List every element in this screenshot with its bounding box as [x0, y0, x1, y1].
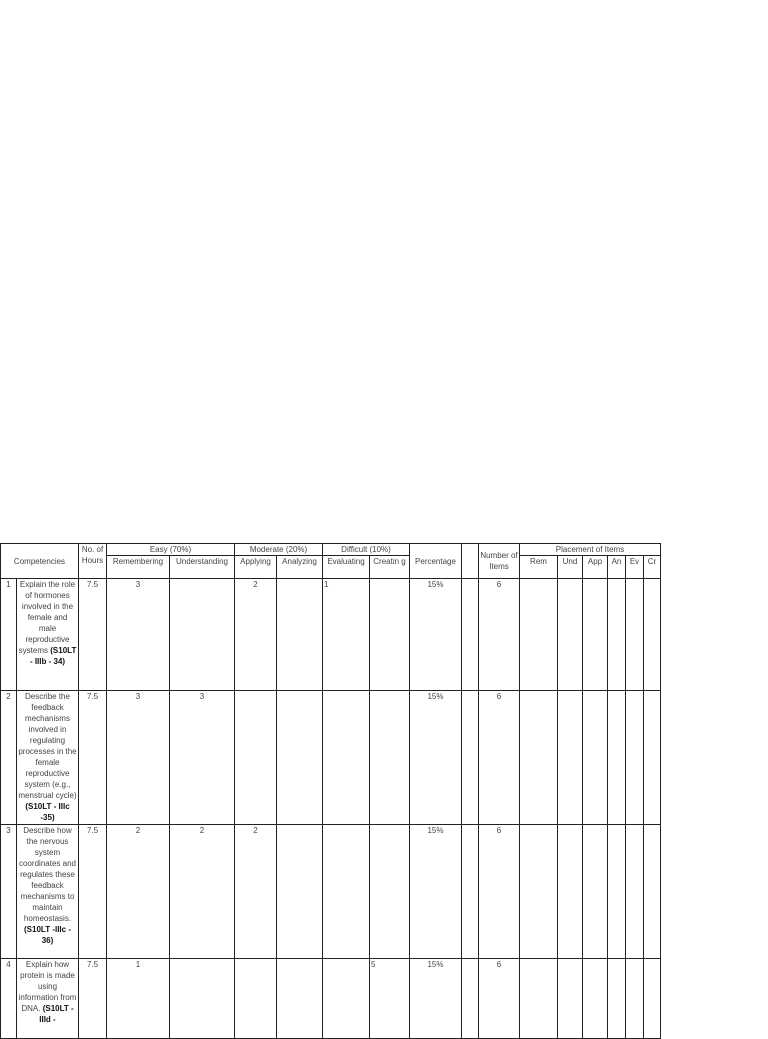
analyzing-cell [277, 691, 323, 825]
an-cell [608, 959, 626, 1039]
header-easy: Easy (70%) [107, 544, 235, 556]
blank-cell [462, 579, 479, 691]
understanding-cell [170, 959, 235, 1039]
header-placement: Placement of Items [520, 544, 661, 556]
ev-cell [626, 825, 644, 959]
rem-cell [520, 691, 558, 825]
remembering-cell: 3 [107, 691, 170, 825]
items-cell: 6 [479, 691, 520, 825]
header-ev: Ev [626, 556, 644, 579]
ev-cell [626, 579, 644, 691]
hours-cell: 7.5 [79, 825, 107, 959]
percentage-cell: 15% [410, 691, 462, 825]
competency-code: (S10LT - IIIc -35) [25, 802, 70, 822]
row-number: 3 [1, 825, 17, 959]
header-creating: Creatin g [370, 556, 410, 579]
cr-cell [644, 691, 661, 825]
rem-cell [520, 825, 558, 959]
competency-text: Explain how protein is made using information from DNA. [18, 960, 77, 1013]
header-und: Und [558, 556, 583, 579]
percentage-cell: 15% [410, 579, 462, 691]
header-competencies: Competencies [1, 544, 79, 579]
header-remembering: Remembering [107, 556, 170, 579]
an-cell [608, 691, 626, 825]
items-cell: 6 [479, 959, 520, 1039]
evaluating-cell [323, 959, 370, 1039]
applying-cell [235, 959, 277, 1039]
app-cell [583, 579, 608, 691]
rem-cell [520, 959, 558, 1039]
table-row [1, 825, 661, 959]
evaluating-cell [323, 825, 370, 959]
items-cell: 6 [479, 825, 520, 959]
ev-cell [626, 959, 644, 1039]
header-an: An [608, 556, 626, 579]
analyzing-cell [277, 825, 323, 959]
header-analyzing: Analyzing [277, 556, 323, 579]
blank-cell [462, 825, 479, 959]
ev-cell [626, 691, 644, 825]
cr-cell [644, 825, 661, 959]
cr-cell [644, 579, 661, 691]
table-of-specifications [0, 543, 661, 1039]
app-cell [583, 959, 608, 1039]
analyzing-cell [277, 579, 323, 691]
analyzing-cell [277, 959, 323, 1039]
percentage-cell: 15% [410, 959, 462, 1039]
table-row [1, 691, 661, 825]
header-applying: Applying [235, 556, 277, 579]
competency-text: Describe the feedback mechanisms involved in regulating processes in the female reproductive system (e.g., menstrual cycle) [18, 692, 77, 800]
header-percentage: Percentage [410, 544, 462, 579]
evaluating-cell: 1 [323, 579, 370, 691]
row-number: 2 [1, 691, 17, 825]
header-moderate: Moderate (20%) [235, 544, 323, 556]
items-cell: 6 [479, 579, 520, 691]
creating-cell [370, 825, 410, 959]
hours-cell: 7.5 [79, 691, 107, 825]
header-understanding: Understanding [170, 556, 235, 579]
competency-cell [17, 825, 79, 959]
creating-cell [370, 579, 410, 691]
header-rem: Rem [520, 556, 558, 579]
header-blank [462, 544, 479, 579]
header-cr: Cr [644, 556, 661, 579]
applying-cell: 2 [235, 825, 277, 959]
competency-cell [17, 579, 79, 691]
hours-cell: 7.5 [79, 579, 107, 691]
understanding-cell [170, 579, 235, 691]
und-cell [558, 825, 583, 959]
an-cell [608, 825, 626, 959]
cr-cell [644, 959, 661, 1039]
competency-code: (S10LT -IIId - [39, 1004, 74, 1024]
und-cell [558, 579, 583, 691]
header-evaluating: Evaluating [323, 556, 370, 579]
specification-table [0, 543, 661, 1039]
row-number: 4 [1, 959, 17, 1039]
header-number-of-items: Number of Items [479, 544, 520, 579]
table-row [1, 959, 661, 1039]
competency-code: (S10LT -IIIc - 36) [24, 925, 71, 945]
table-row [1, 579, 661, 691]
remembering-cell: 1 [107, 959, 170, 1039]
applying-cell: 2 [235, 579, 277, 691]
percentage-cell: 15% [410, 825, 462, 959]
header-app: App [583, 556, 608, 579]
applying-cell [235, 691, 277, 825]
row-number: 1 [1, 579, 17, 691]
header-hours: No. of Hours [79, 544, 107, 579]
rem-cell [520, 579, 558, 691]
competency-text: Describe how the nervous system coordinates and regulates these feedback mechanisms to maintain homeostasis. [19, 826, 76, 923]
competency-cell [17, 959, 79, 1039]
remembering-cell: 3 [107, 579, 170, 691]
hours-cell: 7.5 [79, 959, 107, 1039]
creating-cell: 5 [370, 959, 410, 1039]
evaluating-cell [323, 691, 370, 825]
understanding-cell: 3 [170, 691, 235, 825]
und-cell [558, 959, 583, 1039]
an-cell [608, 579, 626, 691]
understanding-cell: 2 [170, 825, 235, 959]
blank-cell [462, 959, 479, 1039]
competency-cell [17, 691, 79, 825]
remembering-cell: 2 [107, 825, 170, 959]
creating-cell [370, 691, 410, 825]
app-cell [583, 691, 608, 825]
competency-text: Explain the role of hormones involved in the female and male reproductive systems [18, 580, 76, 655]
und-cell [558, 691, 583, 825]
header-difficult: Difficult (10%) [323, 544, 410, 556]
app-cell [583, 825, 608, 959]
blank-cell [462, 691, 479, 825]
competency-code: (S10LT - IIIb - 34) [29, 646, 77, 666]
